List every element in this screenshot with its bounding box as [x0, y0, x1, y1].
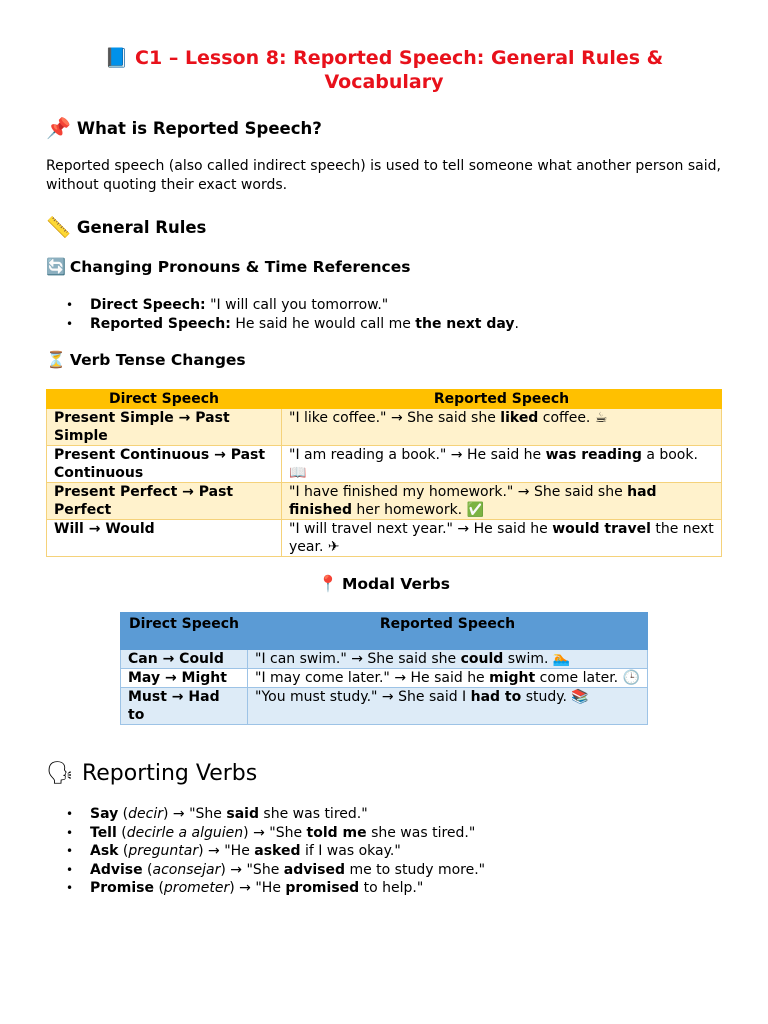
- column-header: Reported Speech: [248, 613, 648, 650]
- table-row: [47, 446, 722, 483]
- page-title: [46, 46, 722, 94]
- heading-reporting-verbs: [46, 760, 257, 788]
- title-line-1: C1 – Lesson 8: Reported Speech: General Rules &: [135, 47, 664, 69]
- table-row: [47, 409, 722, 446]
- list-item: • Ask (preguntar) → "He asked if I was okay.": [46, 842, 485, 861]
- pin-icon: 📌: [46, 116, 71, 140]
- heading-modal-verbs: [46, 574, 722, 594]
- modal-verbs-table: [120, 612, 648, 725]
- heading-general-rules: [46, 216, 206, 239]
- rule-cell: Will → Would: [47, 520, 282, 557]
- reporting-verbs-list: [46, 805, 485, 898]
- rule-cell: Can → Could: [121, 650, 248, 669]
- heading-verb-tense: [46, 350, 246, 370]
- table-row: [121, 669, 648, 688]
- table-header-row: [47, 390, 722, 409]
- table-row: [121, 650, 648, 669]
- rule-cell: Must → Had to: [121, 688, 248, 725]
- heading-text: Modal Verbs: [341, 575, 450, 593]
- heading-text: Reporting Verbs: [81, 761, 258, 786]
- book-icon: 📘: [104, 47, 129, 69]
- example-cell: "I am reading a book." → He said he was reading a book. 📖: [282, 446, 722, 483]
- heading-text: Changing Pronouns & Time References: [69, 258, 411, 276]
- column-header: Reported Speech: [282, 390, 722, 409]
- ruler-icon: 📏: [46, 215, 71, 239]
- heading-pronouns: [46, 257, 410, 277]
- pushpin-icon: 📍: [318, 574, 338, 593]
- column-header: Direct Speech: [47, 390, 282, 409]
- example-cell: "You must study." → She said I had to study. 📚: [248, 688, 648, 725]
- example-cell: "I may come later." → He said he might come later. 🕒: [248, 669, 648, 688]
- verb-tense-table: [46, 389, 722, 557]
- bullet-label: Reported Speech:: [90, 315, 231, 332]
- title-line-2: Vocabulary: [324, 71, 444, 93]
- speaking-head-icon: 🗣: [46, 761, 74, 786]
- intro-paragraph: Reported speech (also called indirect speech) is used to tell someone what another person said, without quoting their exact words.: [46, 158, 721, 193]
- rule-cell: Present Continuous → Past Continuous: [47, 446, 282, 483]
- rule-cell: May → Might: [121, 669, 248, 688]
- bullet-text: .: [514, 315, 519, 332]
- bullet-text: He said he would call me: [230, 315, 416, 332]
- rule-cell: Present Simple → Past Simple: [47, 409, 282, 446]
- bullet-label: Direct Speech:: [90, 297, 206, 313]
- example-cell: "I will travel next year." → He said he would travel the next year. ✈: [282, 520, 722, 557]
- heading-what-is: [46, 117, 322, 140]
- column-header: Direct Speech: [121, 613, 248, 650]
- table-header-row: [121, 613, 648, 650]
- example-cell: "I have finished my homework." → She said she had finished her homework. ✅: [282, 483, 722, 520]
- list-item: • Advise (aconsejar) → "She advised me to study more.": [46, 861, 485, 880]
- bullet-emphasis: the next day: [415, 315, 515, 332]
- example-cell: "I like coffee." → She said she liked coffee. ☕: [282, 409, 722, 446]
- list-item: [46, 315, 519, 334]
- list-item: • Say (decir) → "She said she was tired.": [46, 805, 485, 824]
- example-cell: "I can swim." → She said she could swim. 🏊: [248, 650, 648, 669]
- list-item: • Tell (decirle a alguien) → "She told me she was tired.": [46, 824, 485, 843]
- heading-text: General Rules: [76, 218, 207, 237]
- bullet-text: "I will call you tomorrow.": [205, 297, 389, 313]
- arrows-icon: 🔄: [46, 257, 66, 276]
- table-row: [47, 520, 722, 557]
- heading-text: What is Reported Speech?: [76, 119, 322, 138]
- table-row: [47, 483, 722, 520]
- pronoun-bullet-list: [46, 296, 519, 333]
- table-row: [121, 688, 648, 725]
- heading-text: Verb Tense Changes: [69, 351, 246, 369]
- list-item: • Promise (prometer) → "He promised to help.": [46, 879, 485, 898]
- hourglass-icon: ⏳: [46, 350, 66, 369]
- list-item: [46, 296, 519, 315]
- rule-cell: Present Perfect → Past Perfect: [47, 483, 282, 520]
